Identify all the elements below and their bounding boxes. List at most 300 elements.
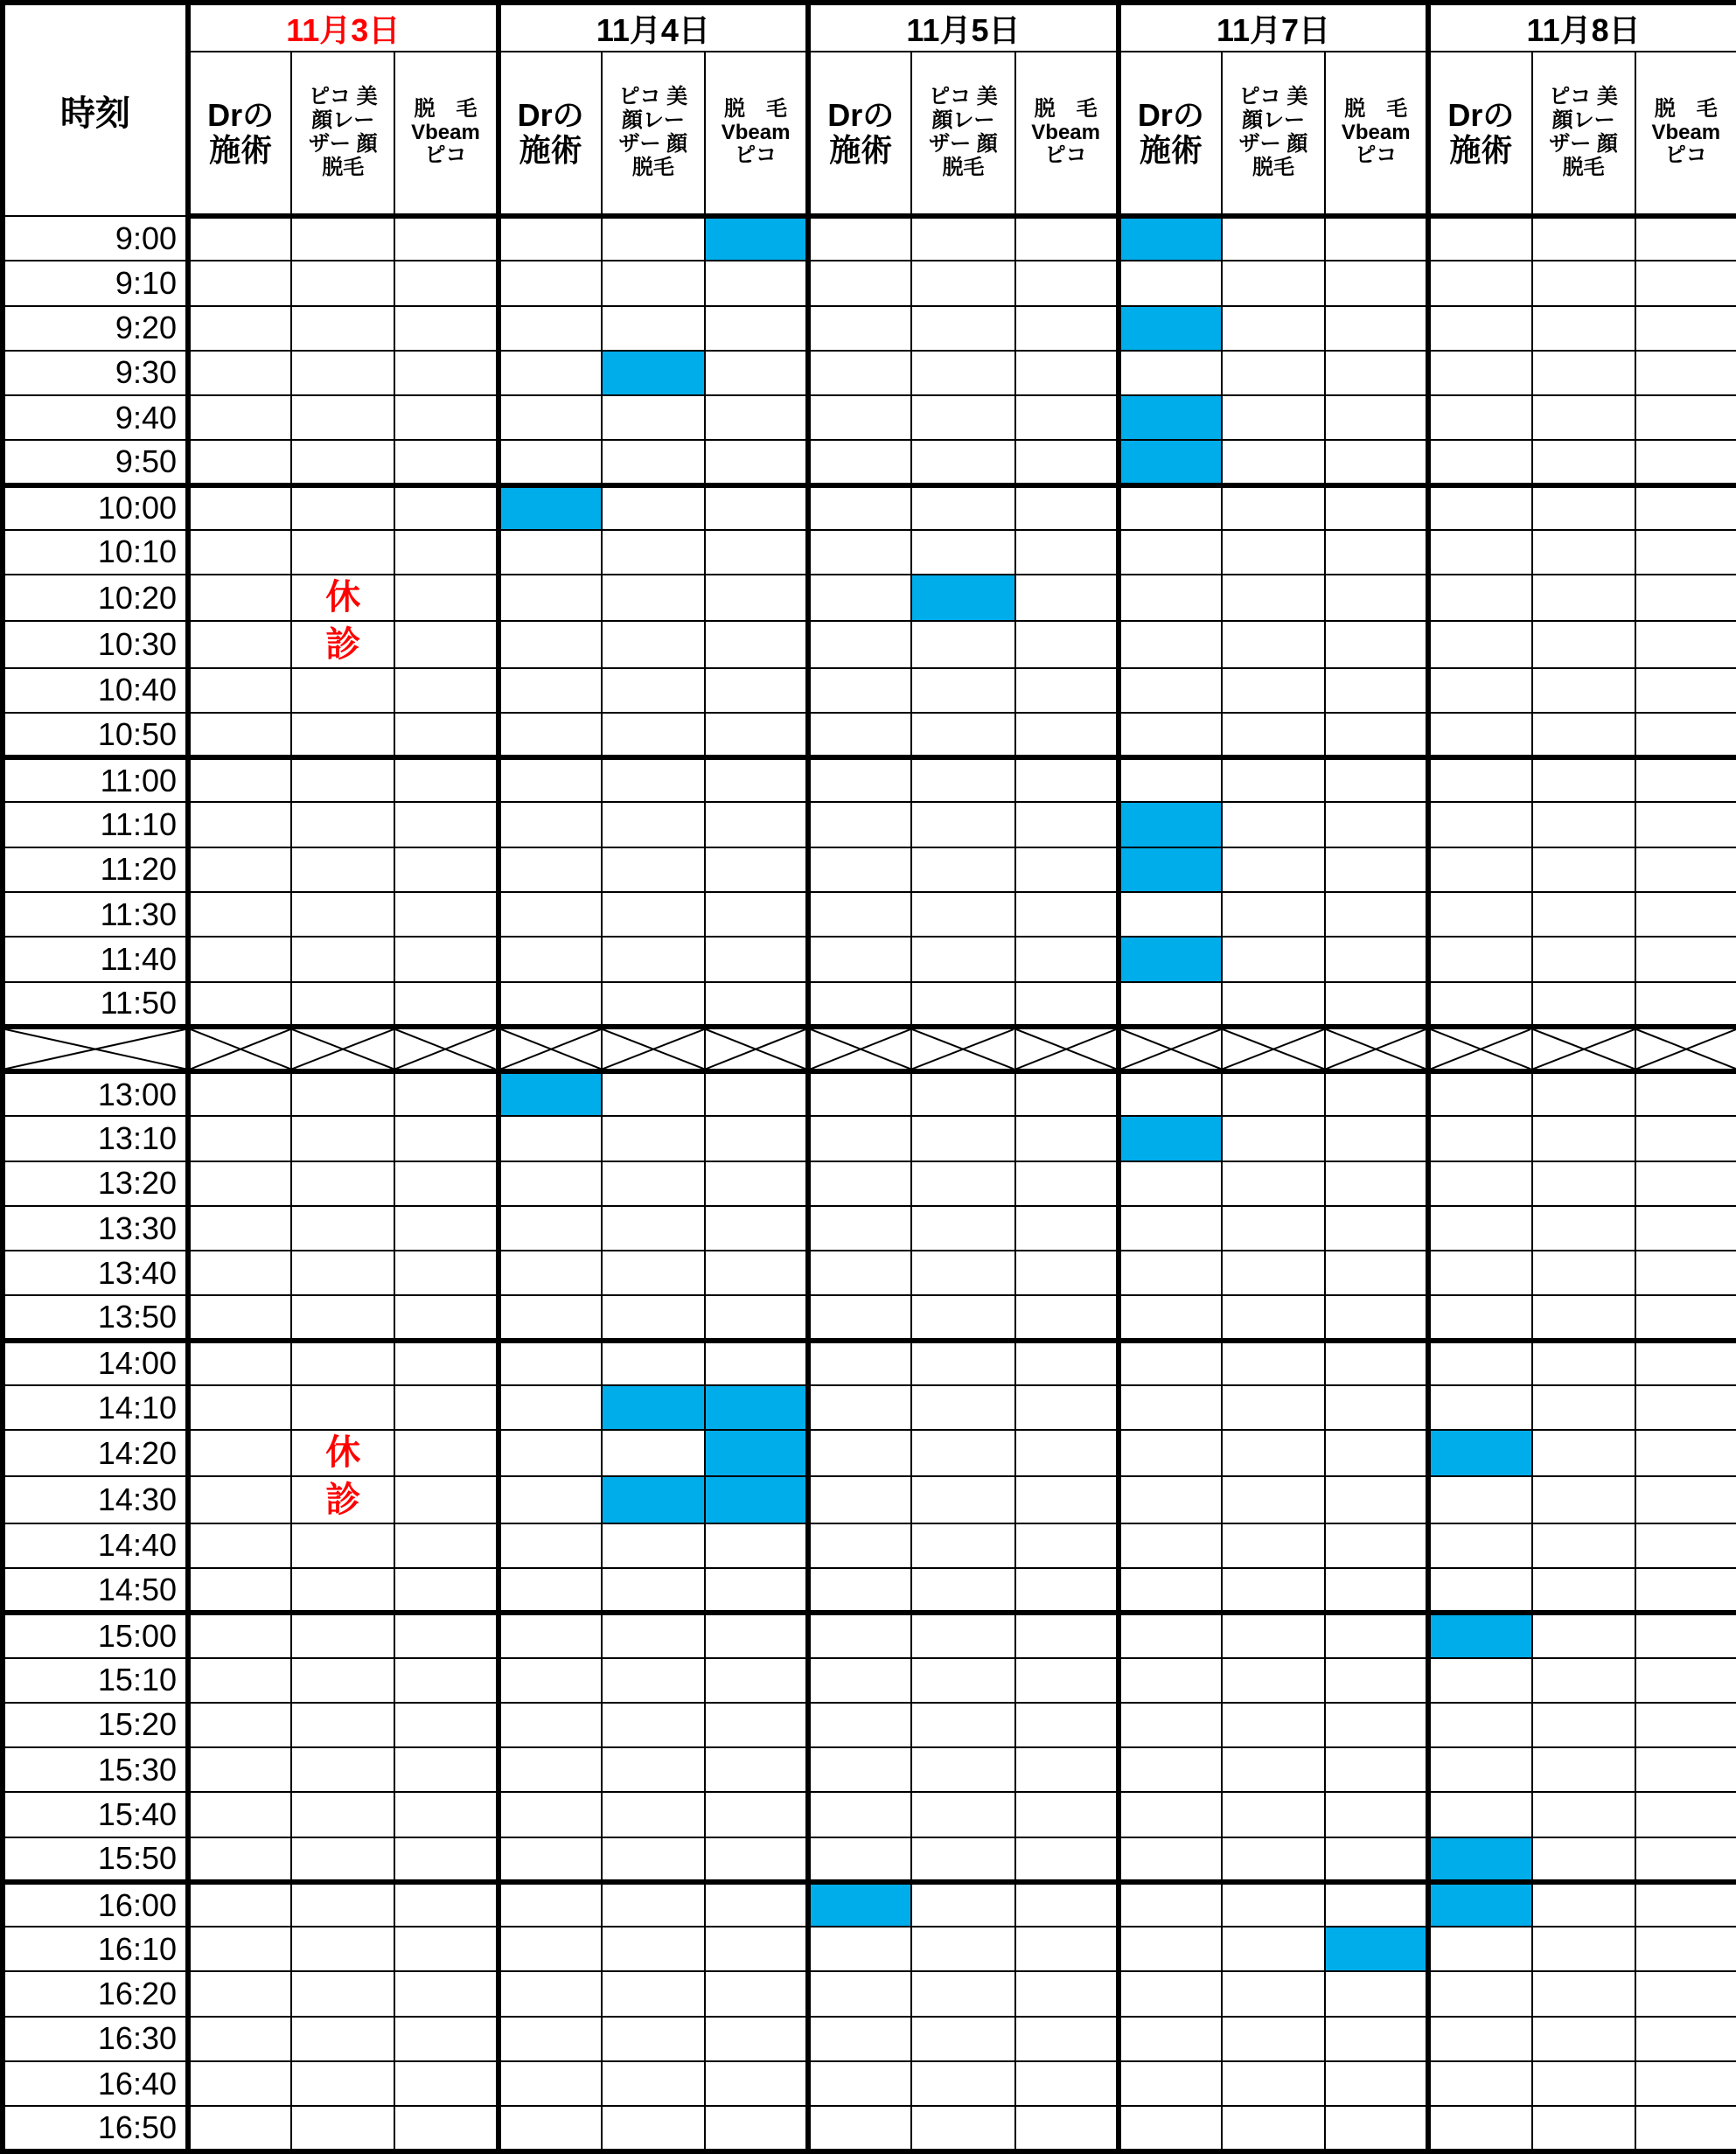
- available-slot[interactable]: [498, 1703, 602, 1747]
- available-slot[interactable]: [602, 1971, 705, 2016]
- available-slot[interactable]: [394, 1927, 498, 1971]
- available-slot[interactable]: [498, 1523, 602, 1568]
- available-slot[interactable]: [1325, 982, 1428, 1027]
- available-slot[interactable]: [1532, 1116, 1635, 1161]
- available-slot[interactable]: [394, 575, 498, 621]
- available-slot[interactable]: [188, 937, 291, 981]
- available-slot[interactable]: [1428, 2017, 1531, 2061]
- available-slot[interactable]: [1428, 621, 1531, 667]
- available-slot[interactable]: [808, 1385, 911, 1430]
- available-slot[interactable]: [1635, 1747, 1736, 1792]
- available-slot[interactable]: [394, 1251, 498, 1295]
- available-slot[interactable]: [1428, 395, 1531, 440]
- available-slot[interactable]: [705, 1971, 808, 2016]
- available-slot[interactable]: [1119, 1071, 1222, 1116]
- available-slot[interactable]: [1635, 575, 1736, 621]
- available-slot[interactable]: [1119, 1251, 1222, 1295]
- available-slot[interactable]: [1532, 1385, 1635, 1430]
- available-slot[interactable]: [188, 757, 291, 802]
- available-slot[interactable]: [911, 530, 1014, 575]
- available-slot[interactable]: [1222, 306, 1325, 351]
- available-slot[interactable]: [1428, 216, 1531, 261]
- booked-slot[interactable]: [602, 1476, 705, 1523]
- available-slot[interactable]: [498, 395, 602, 440]
- available-slot[interactable]: [1532, 1206, 1635, 1251]
- available-slot[interactable]: [602, 1523, 705, 1568]
- available-slot[interactable]: [188, 1476, 291, 1523]
- available-slot[interactable]: [188, 1430, 291, 1476]
- available-slot[interactable]: [705, 575, 808, 621]
- available-slot[interactable]: [1222, 2106, 1325, 2151]
- available-slot[interactable]: [1119, 530, 1222, 575]
- available-slot[interactable]: [602, 216, 705, 261]
- available-slot[interactable]: [705, 802, 808, 847]
- available-slot[interactable]: [291, 1882, 394, 1927]
- available-slot[interactable]: [394, 1882, 498, 1927]
- available-slot[interactable]: [602, 1658, 705, 1703]
- available-slot[interactable]: [1635, 1295, 1736, 1340]
- available-slot[interactable]: [498, 1206, 602, 1251]
- available-slot[interactable]: [1635, 1161, 1736, 1206]
- available-slot[interactable]: [394, 937, 498, 981]
- available-slot[interactable]: [498, 1971, 602, 2016]
- available-slot[interactable]: [498, 1295, 602, 1340]
- available-slot[interactable]: [808, 1206, 911, 1251]
- available-slot[interactable]: [498, 937, 602, 981]
- available-slot[interactable]: [808, 1295, 911, 1340]
- available-slot[interactable]: [498, 261, 602, 305]
- available-slot[interactable]: [1015, 1658, 1119, 1703]
- available-slot[interactable]: [808, 530, 911, 575]
- available-slot[interactable]: [1222, 1430, 1325, 1476]
- available-slot[interactable]: [394, 621, 498, 667]
- available-slot[interactable]: [394, 1116, 498, 1161]
- available-slot[interactable]: [602, 1882, 705, 1927]
- available-slot[interactable]: [291, 1792, 394, 1837]
- available-slot[interactable]: [808, 1568, 911, 1613]
- available-slot[interactable]: [911, 1206, 1014, 1251]
- available-slot[interactable]: [705, 2061, 808, 2106]
- available-slot[interactable]: [705, 1882, 808, 1927]
- available-slot[interactable]: [291, 668, 394, 713]
- available-slot[interactable]: [291, 1251, 394, 1295]
- available-slot[interactable]: [1325, 1251, 1428, 1295]
- available-slot[interactable]: [705, 395, 808, 440]
- available-slot[interactable]: [1635, 1206, 1736, 1251]
- available-slot[interactable]: [1015, 575, 1119, 621]
- available-slot[interactable]: [808, 351, 911, 395]
- available-slot[interactable]: [188, 1703, 291, 1747]
- available-slot[interactable]: [1222, 216, 1325, 261]
- available-slot[interactable]: [394, 261, 498, 305]
- available-slot[interactable]: [1119, 1703, 1222, 1747]
- available-slot[interactable]: [1222, 575, 1325, 621]
- available-slot[interactable]: [1428, 982, 1531, 1027]
- available-slot[interactable]: [498, 1792, 602, 1837]
- available-slot[interactable]: [1325, 440, 1428, 484]
- available-slot[interactable]: [602, 1341, 705, 1385]
- available-slot[interactable]: [1635, 306, 1736, 351]
- available-slot[interactable]: [1532, 621, 1635, 667]
- available-slot[interactable]: [291, 713, 394, 757]
- available-slot[interactable]: [705, 847, 808, 892]
- available-slot[interactable]: [1119, 1476, 1222, 1523]
- available-slot[interactable]: [394, 1206, 498, 1251]
- available-slot[interactable]: [705, 1116, 808, 1161]
- available-slot[interactable]: [1325, 1658, 1428, 1703]
- available-slot[interactable]: [1325, 2017, 1428, 2061]
- available-slot[interactable]: [1015, 1613, 1119, 1657]
- available-slot[interactable]: [1325, 1792, 1428, 1837]
- available-slot[interactable]: [1325, 1837, 1428, 1882]
- available-slot[interactable]: [1428, 530, 1531, 575]
- available-slot[interactable]: [1015, 1837, 1119, 1882]
- available-slot[interactable]: [394, 802, 498, 847]
- available-slot[interactable]: [1532, 1971, 1635, 2016]
- available-slot[interactable]: [1635, 485, 1736, 530]
- available-slot[interactable]: [1222, 1295, 1325, 1340]
- available-slot[interactable]: [394, 1837, 498, 1882]
- available-slot[interactable]: [911, 2017, 1014, 2061]
- available-slot[interactable]: [602, 2017, 705, 2061]
- available-slot[interactable]: [1325, 1476, 1428, 1523]
- available-slot[interactable]: [1428, 757, 1531, 802]
- available-slot[interactable]: [394, 1568, 498, 1613]
- available-slot[interactable]: [188, 485, 291, 530]
- available-slot[interactable]: [1222, 485, 1325, 530]
- booked-slot[interactable]: [602, 351, 705, 395]
- available-slot[interactable]: [1635, 261, 1736, 305]
- available-slot[interactable]: [1635, 757, 1736, 802]
- available-slot[interactable]: [1119, 1295, 1222, 1340]
- available-slot[interactable]: [705, 757, 808, 802]
- available-slot[interactable]: [1325, 1613, 1428, 1657]
- available-slot[interactable]: [1222, 261, 1325, 305]
- available-slot[interactable]: [188, 1568, 291, 1613]
- available-slot[interactable]: [1428, 1116, 1531, 1161]
- available-slot[interactable]: [1119, 1430, 1222, 1476]
- available-slot[interactable]: [291, 1568, 394, 1613]
- available-slot[interactable]: [291, 306, 394, 351]
- available-slot[interactable]: [1015, 937, 1119, 981]
- available-slot[interactable]: [498, 575, 602, 621]
- available-slot[interactable]: [1428, 1295, 1531, 1340]
- available-slot[interactable]: [498, 2017, 602, 2061]
- available-slot[interactable]: [1428, 1071, 1531, 1116]
- available-slot[interactable]: [1222, 1523, 1325, 1568]
- available-slot[interactable]: [1635, 1251, 1736, 1295]
- available-slot[interactable]: [602, 802, 705, 847]
- available-slot[interactable]: [394, 1613, 498, 1657]
- available-slot[interactable]: [602, 1837, 705, 1882]
- available-slot[interactable]: [1222, 1613, 1325, 1657]
- available-slot[interactable]: [705, 1658, 808, 1703]
- available-slot[interactable]: [1015, 2017, 1119, 2061]
- available-slot[interactable]: [188, 802, 291, 847]
- available-slot[interactable]: [291, 485, 394, 530]
- available-slot[interactable]: [1015, 1882, 1119, 1927]
- available-slot[interactable]: [1325, 757, 1428, 802]
- available-slot[interactable]: [1428, 1523, 1531, 1568]
- available-slot[interactable]: [911, 1523, 1014, 1568]
- available-slot[interactable]: [1119, 892, 1222, 937]
- available-slot[interactable]: [1015, 395, 1119, 440]
- available-slot[interactable]: [705, 1161, 808, 1206]
- available-slot[interactable]: [1325, 892, 1428, 937]
- available-slot[interactable]: [1119, 1206, 1222, 1251]
- available-slot[interactable]: [602, 1116, 705, 1161]
- available-slot[interactable]: [705, 937, 808, 981]
- available-slot[interactable]: [394, 1295, 498, 1340]
- available-slot[interactable]: [808, 2061, 911, 2106]
- available-slot[interactable]: [1428, 1385, 1531, 1430]
- available-slot[interactable]: [498, 892, 602, 937]
- available-slot[interactable]: [1532, 802, 1635, 847]
- available-slot[interactable]: [1532, 668, 1635, 713]
- available-slot[interactable]: [1635, 1568, 1736, 1613]
- available-slot[interactable]: [1635, 1430, 1736, 1476]
- available-slot[interactable]: [1532, 2106, 1635, 2151]
- available-slot[interactable]: [911, 1430, 1014, 1476]
- available-slot[interactable]: [1015, 1161, 1119, 1206]
- available-slot[interactable]: [1635, 1837, 1736, 1882]
- available-slot[interactable]: [1532, 351, 1635, 395]
- available-slot[interactable]: [1222, 1837, 1325, 1882]
- booked-slot[interactable]: [705, 1385, 808, 1430]
- available-slot[interactable]: [1635, 1882, 1736, 1927]
- available-slot[interactable]: [291, 937, 394, 981]
- available-slot[interactable]: [1325, 261, 1428, 305]
- available-slot[interactable]: [808, 440, 911, 484]
- available-slot[interactable]: [602, 1613, 705, 1657]
- available-slot[interactable]: [291, 261, 394, 305]
- available-slot[interactable]: [394, 1071, 498, 1116]
- available-slot[interactable]: [394, 530, 498, 575]
- available-slot[interactable]: [291, 395, 394, 440]
- available-slot[interactable]: [1015, 2061, 1119, 2106]
- available-slot[interactable]: [291, 1206, 394, 1251]
- available-slot[interactable]: [1532, 982, 1635, 1027]
- available-slot[interactable]: [808, 1837, 911, 1882]
- available-slot[interactable]: [498, 1161, 602, 1206]
- available-slot[interactable]: [911, 261, 1014, 305]
- available-slot[interactable]: [1015, 1747, 1119, 1792]
- available-slot[interactable]: [291, 2061, 394, 2106]
- available-slot[interactable]: [1428, 1476, 1531, 1523]
- available-slot[interactable]: [1532, 847, 1635, 892]
- available-slot[interactable]: [188, 1071, 291, 1116]
- available-slot[interactable]: [911, 1613, 1014, 1657]
- available-slot[interactable]: [1428, 1747, 1531, 1792]
- available-slot[interactable]: [394, 1523, 498, 1568]
- available-slot[interactable]: [291, 892, 394, 937]
- available-slot[interactable]: [911, 1837, 1014, 1882]
- available-slot[interactable]: [1119, 1385, 1222, 1430]
- available-slot[interactable]: [498, 1927, 602, 1971]
- available-slot[interactable]: [291, 1523, 394, 1568]
- available-slot[interactable]: [1428, 2061, 1531, 2106]
- available-slot[interactable]: [1428, 1927, 1531, 1971]
- available-slot[interactable]: [188, 1295, 291, 1340]
- available-slot[interactable]: [1428, 1971, 1531, 2016]
- available-slot[interactable]: [1635, 1071, 1736, 1116]
- available-slot[interactable]: [1428, 261, 1531, 305]
- available-slot[interactable]: [911, 2061, 1014, 2106]
- available-slot[interactable]: [188, 1161, 291, 1206]
- available-slot[interactable]: [1119, 1792, 1222, 1837]
- available-slot[interactable]: [291, 757, 394, 802]
- available-slot[interactable]: [498, 351, 602, 395]
- available-slot[interactable]: [394, 2061, 498, 2106]
- available-slot[interactable]: [291, 982, 394, 1027]
- available-slot[interactable]: [1635, 1385, 1736, 1430]
- booked-slot[interactable]: [1119, 306, 1222, 351]
- available-slot[interactable]: [1325, 306, 1428, 351]
- available-slot[interactable]: [1635, 847, 1736, 892]
- available-slot[interactable]: [1428, 847, 1531, 892]
- available-slot[interactable]: [188, 1837, 291, 1882]
- available-slot[interactable]: [1119, 757, 1222, 802]
- available-slot[interactable]: [1325, 937, 1428, 981]
- available-slot[interactable]: [188, 982, 291, 1027]
- available-slot[interactable]: [498, 530, 602, 575]
- available-slot[interactable]: [1325, 1116, 1428, 1161]
- booked-slot[interactable]: [1119, 1116, 1222, 1161]
- available-slot[interactable]: [1428, 892, 1531, 937]
- available-slot[interactable]: [498, 1882, 602, 1927]
- available-slot[interactable]: [1222, 1927, 1325, 1971]
- available-slot[interactable]: [705, 440, 808, 484]
- available-slot[interactable]: [602, 847, 705, 892]
- available-slot[interactable]: [1532, 757, 1635, 802]
- available-slot[interactable]: [1325, 1341, 1428, 1385]
- available-slot[interactable]: [394, 306, 498, 351]
- available-slot[interactable]: [1532, 1161, 1635, 1206]
- available-slot[interactable]: [1015, 1341, 1119, 1385]
- available-slot[interactable]: [1015, 1430, 1119, 1476]
- available-slot[interactable]: [1015, 530, 1119, 575]
- available-slot[interactable]: [602, 1161, 705, 1206]
- available-slot[interactable]: [602, 1927, 705, 1971]
- available-slot[interactable]: [705, 1251, 808, 1295]
- available-slot[interactable]: [705, 1206, 808, 1251]
- available-slot[interactable]: [705, 1837, 808, 1882]
- available-slot[interactable]: [705, 668, 808, 713]
- available-slot[interactable]: [1532, 1476, 1635, 1523]
- available-slot[interactable]: [1015, 2106, 1119, 2151]
- available-slot[interactable]: [602, 713, 705, 757]
- available-slot[interactable]: [394, 1658, 498, 1703]
- available-slot[interactable]: [705, 306, 808, 351]
- available-slot[interactable]: [911, 485, 1014, 530]
- booked-slot[interactable]: [705, 1476, 808, 1523]
- available-slot[interactable]: [1222, 1206, 1325, 1251]
- available-slot[interactable]: [1532, 1613, 1635, 1657]
- available-slot[interactable]: [1119, 1837, 1222, 1882]
- available-slot[interactable]: [911, 802, 1014, 847]
- available-slot[interactable]: [602, 668, 705, 713]
- available-slot[interactable]: [291, 1927, 394, 1971]
- available-slot[interactable]: [1428, 2106, 1531, 2151]
- available-slot[interactable]: [188, 2061, 291, 2106]
- available-slot[interactable]: [911, 1703, 1014, 1747]
- available-slot[interactable]: [188, 1658, 291, 1703]
- available-slot[interactable]: [911, 621, 1014, 667]
- available-slot[interactable]: [1015, 1251, 1119, 1295]
- available-slot[interactable]: [1325, 2106, 1428, 2151]
- available-slot[interactable]: [705, 2106, 808, 2151]
- available-slot[interactable]: [602, 1251, 705, 1295]
- available-slot[interactable]: [188, 2106, 291, 2151]
- available-slot[interactable]: [291, 1613, 394, 1657]
- available-slot[interactable]: [705, 621, 808, 667]
- available-slot[interactable]: [1222, 1792, 1325, 1837]
- available-slot[interactable]: [705, 1568, 808, 1613]
- available-slot[interactable]: [808, 621, 911, 667]
- available-slot[interactable]: [394, 668, 498, 713]
- available-slot[interactable]: [498, 1568, 602, 1613]
- available-slot[interactable]: [188, 1747, 291, 1792]
- available-slot[interactable]: [1119, 1882, 1222, 1927]
- available-slot[interactable]: [705, 713, 808, 757]
- available-slot[interactable]: [1428, 440, 1531, 484]
- available-slot[interactable]: [1119, 1658, 1222, 1703]
- available-slot[interactable]: [1635, 1792, 1736, 1837]
- available-slot[interactable]: [1635, 530, 1736, 575]
- available-slot[interactable]: [602, 1071, 705, 1116]
- available-slot[interactable]: [1635, 621, 1736, 667]
- available-slot[interactable]: [498, 216, 602, 261]
- available-slot[interactable]: [1635, 713, 1736, 757]
- available-slot[interactable]: [498, 1341, 602, 1385]
- available-slot[interactable]: [911, 1568, 1014, 1613]
- available-slot[interactable]: [602, 485, 705, 530]
- available-slot[interactable]: [911, 1747, 1014, 1792]
- available-slot[interactable]: [498, 802, 602, 847]
- available-slot[interactable]: [1015, 261, 1119, 305]
- available-slot[interactable]: [1532, 395, 1635, 440]
- available-slot[interactable]: [911, 1116, 1014, 1161]
- available-slot[interactable]: [188, 892, 291, 937]
- available-slot[interactable]: [394, 982, 498, 1027]
- available-slot[interactable]: [911, 1927, 1014, 1971]
- available-slot[interactable]: [1635, 668, 1736, 713]
- available-slot[interactable]: [498, 713, 602, 757]
- available-slot[interactable]: [1428, 937, 1531, 981]
- available-slot[interactable]: [498, 1385, 602, 1430]
- available-slot[interactable]: [1119, 261, 1222, 305]
- available-slot[interactable]: [1635, 1523, 1736, 1568]
- available-slot[interactable]: [291, 1971, 394, 2016]
- available-slot[interactable]: [1635, 937, 1736, 981]
- available-slot[interactable]: [1635, 1476, 1736, 1523]
- available-slot[interactable]: [1635, 216, 1736, 261]
- available-slot[interactable]: [394, 1703, 498, 1747]
- available-slot[interactable]: [498, 668, 602, 713]
- available-slot[interactable]: [1015, 351, 1119, 395]
- available-slot[interactable]: [188, 668, 291, 713]
- available-slot[interactable]: [1428, 485, 1531, 530]
- available-slot[interactable]: [1635, 892, 1736, 937]
- available-slot[interactable]: [1222, 802, 1325, 847]
- available-slot[interactable]: [1015, 1927, 1119, 1971]
- available-slot[interactable]: [291, 1747, 394, 1792]
- available-slot[interactable]: [1635, 395, 1736, 440]
- available-slot[interactable]: [1532, 1071, 1635, 1116]
- available-slot[interactable]: [705, 982, 808, 1027]
- available-slot[interactable]: [1015, 847, 1119, 892]
- available-slot[interactable]: [291, 1837, 394, 1882]
